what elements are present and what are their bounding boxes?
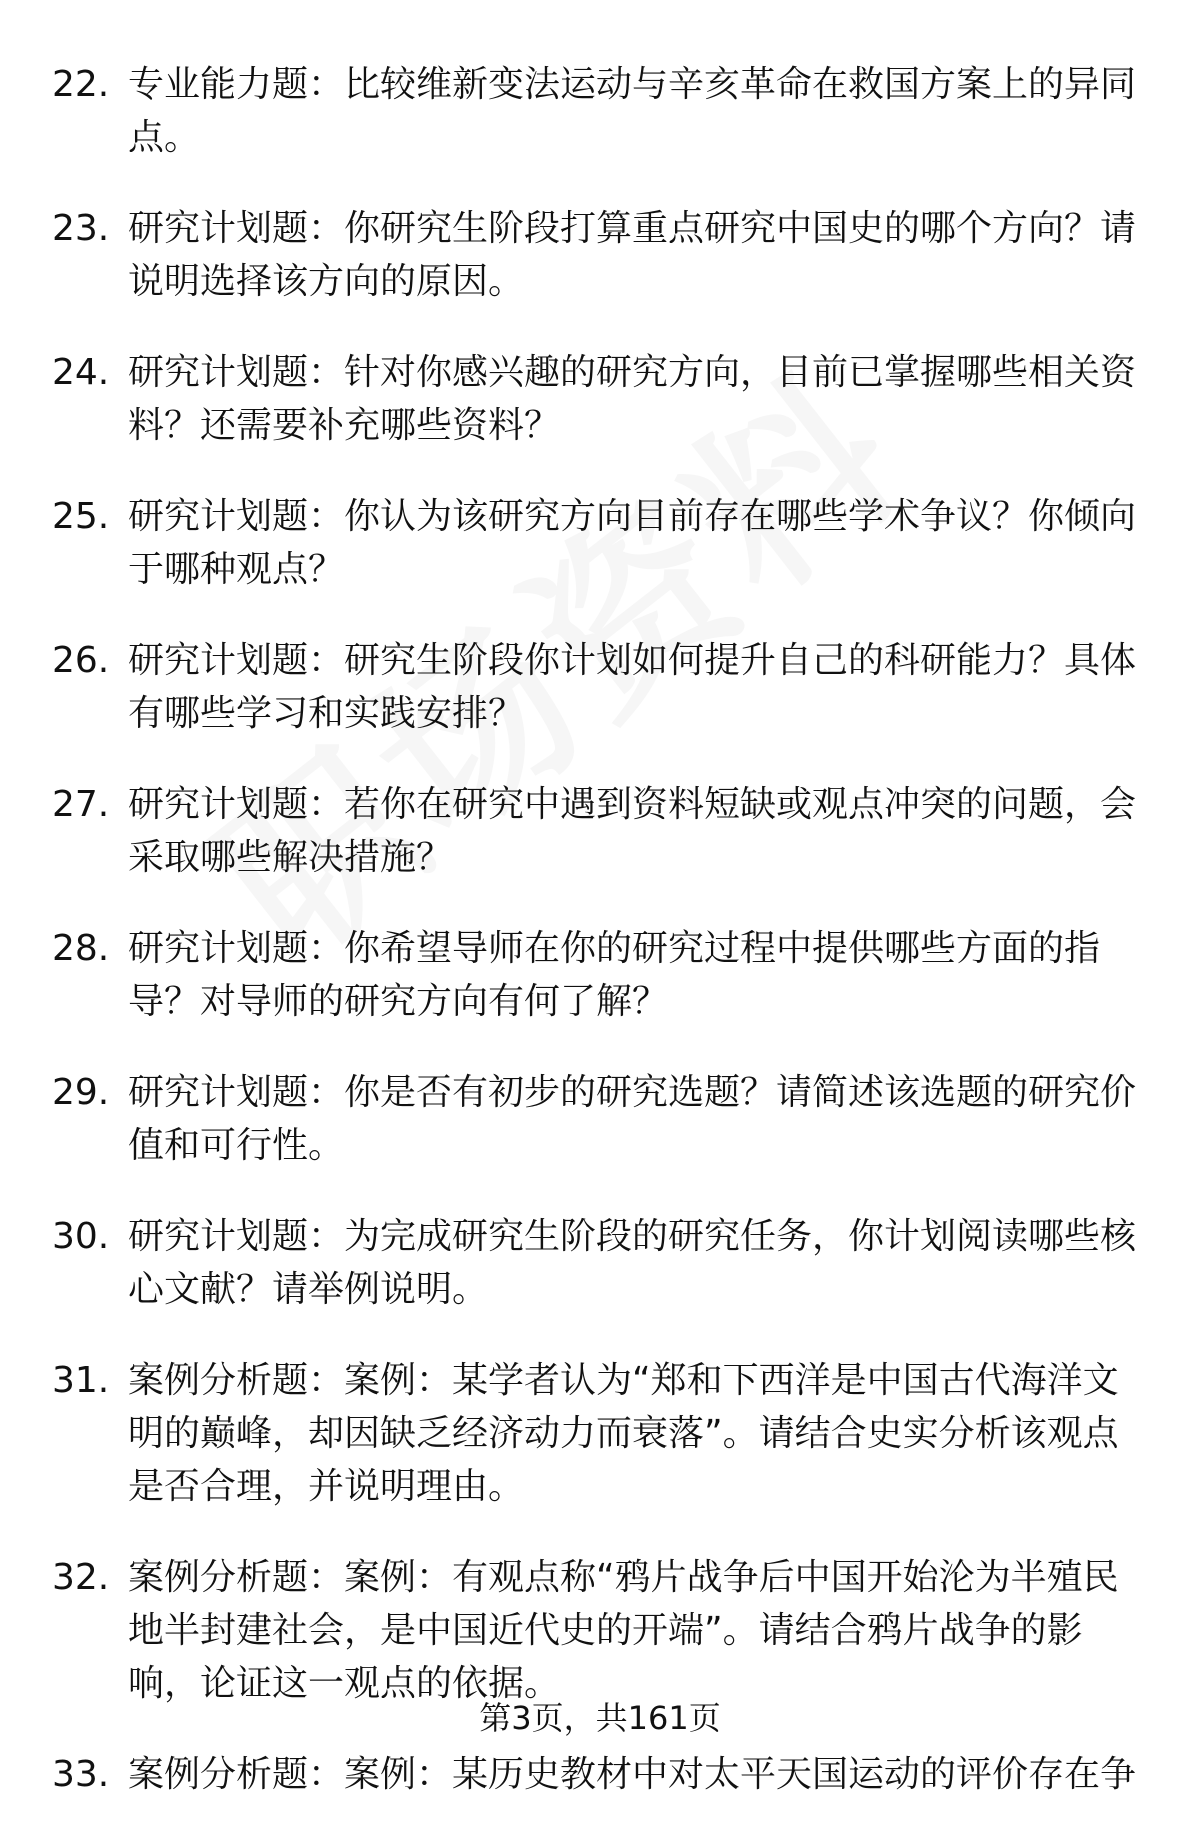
question-text: 案例分析题：案例：某历史教材中对太平天国运动的评价存在争 [128,1754,1137,1795]
question-item-24 [52,346,1152,452]
question-text: 案例分析题：案例：某学者认为“郑和下西洋是中国古代海洋文明的巅峰，却因缺乏经济动力而衰落”。请结合史实分析该观点是否合理，并说明理由。 [128,1360,1119,1507]
question-item-33 [52,1748,1152,1801]
question-number: 23. [52,208,110,249]
question-text: 研究计划题：为完成研究生阶段的研究任务，你计划阅读哪些核心文献？请举例说明。 [128,1216,1137,1310]
question-number: 29. [52,1072,110,1113]
question-number: 31. [52,1360,110,1401]
question-text: 研究计划题：你研究生阶段打算重点研究中国史的哪个方向？请说明选择该方向的原因。 [128,208,1137,302]
question-item-32 [52,1551,1152,1710]
question-number: 24. [52,352,110,393]
question-text: 研究计划题：你希望导师在你的研究过程中提供哪些方面的指导？对导师的研究方向有何了解？ [128,928,1101,1022]
question-number: 30. [52,1216,110,1257]
question-number: 33. [52,1754,110,1795]
question-number: 22. [52,64,110,105]
question-item-31 [52,1354,1152,1513]
question-text: 研究计划题：若你在研究中遇到资料短缺或观点冲突的问题，会采取哪些解决措施？ [128,784,1137,878]
question-item-27 [52,778,1152,884]
question-text: 研究计划题：你认为该研究方向目前存在哪些学术争议？你倾向于哪种观点？ [128,496,1137,590]
question-item-29 [52,1066,1152,1172]
question-text: 研究计划题：针对你感兴趣的研究方向，目前已掌握哪些相关资料？还需要补充哪些资料？ [128,352,1137,446]
question-number: 32. [52,1557,110,1598]
question-item-25 [52,490,1152,596]
question-text: 研究计划题：研究生阶段你计划如何提升自己的科研能力？具体有哪些学习和实践安排？ [128,640,1137,734]
question-number: 26. [52,640,110,681]
question-item-28 [52,922,1152,1028]
question-item-26 [52,634,1152,740]
question-number: 28. [52,928,110,969]
question-text: 案例分析题：案例：有观点称“鸦片战争后中国开始沦为半殖民地半封建社会，是中国近代史的开端”。请结合鸦片战争的影响，论证这一观点的依据。 [128,1557,1119,1704]
question-item-30 [52,1210,1152,1316]
question-list [52,58,1152,1839]
question-text: 专业能力题：比较维新变法运动与辛亥革命在救国方案上的异同点。 [128,64,1137,158]
question-number: 27. [52,784,110,825]
question-number: 25. [52,496,110,537]
question-item-23 [52,202,1152,308]
question-text: 研究计划题：你是否有初步的研究选题？请简述该选题的研究价值和可行性。 [128,1072,1137,1166]
page-number-footer: 第3页，共161页 [479,1699,721,1737]
question-item-22 [52,58,1152,164]
